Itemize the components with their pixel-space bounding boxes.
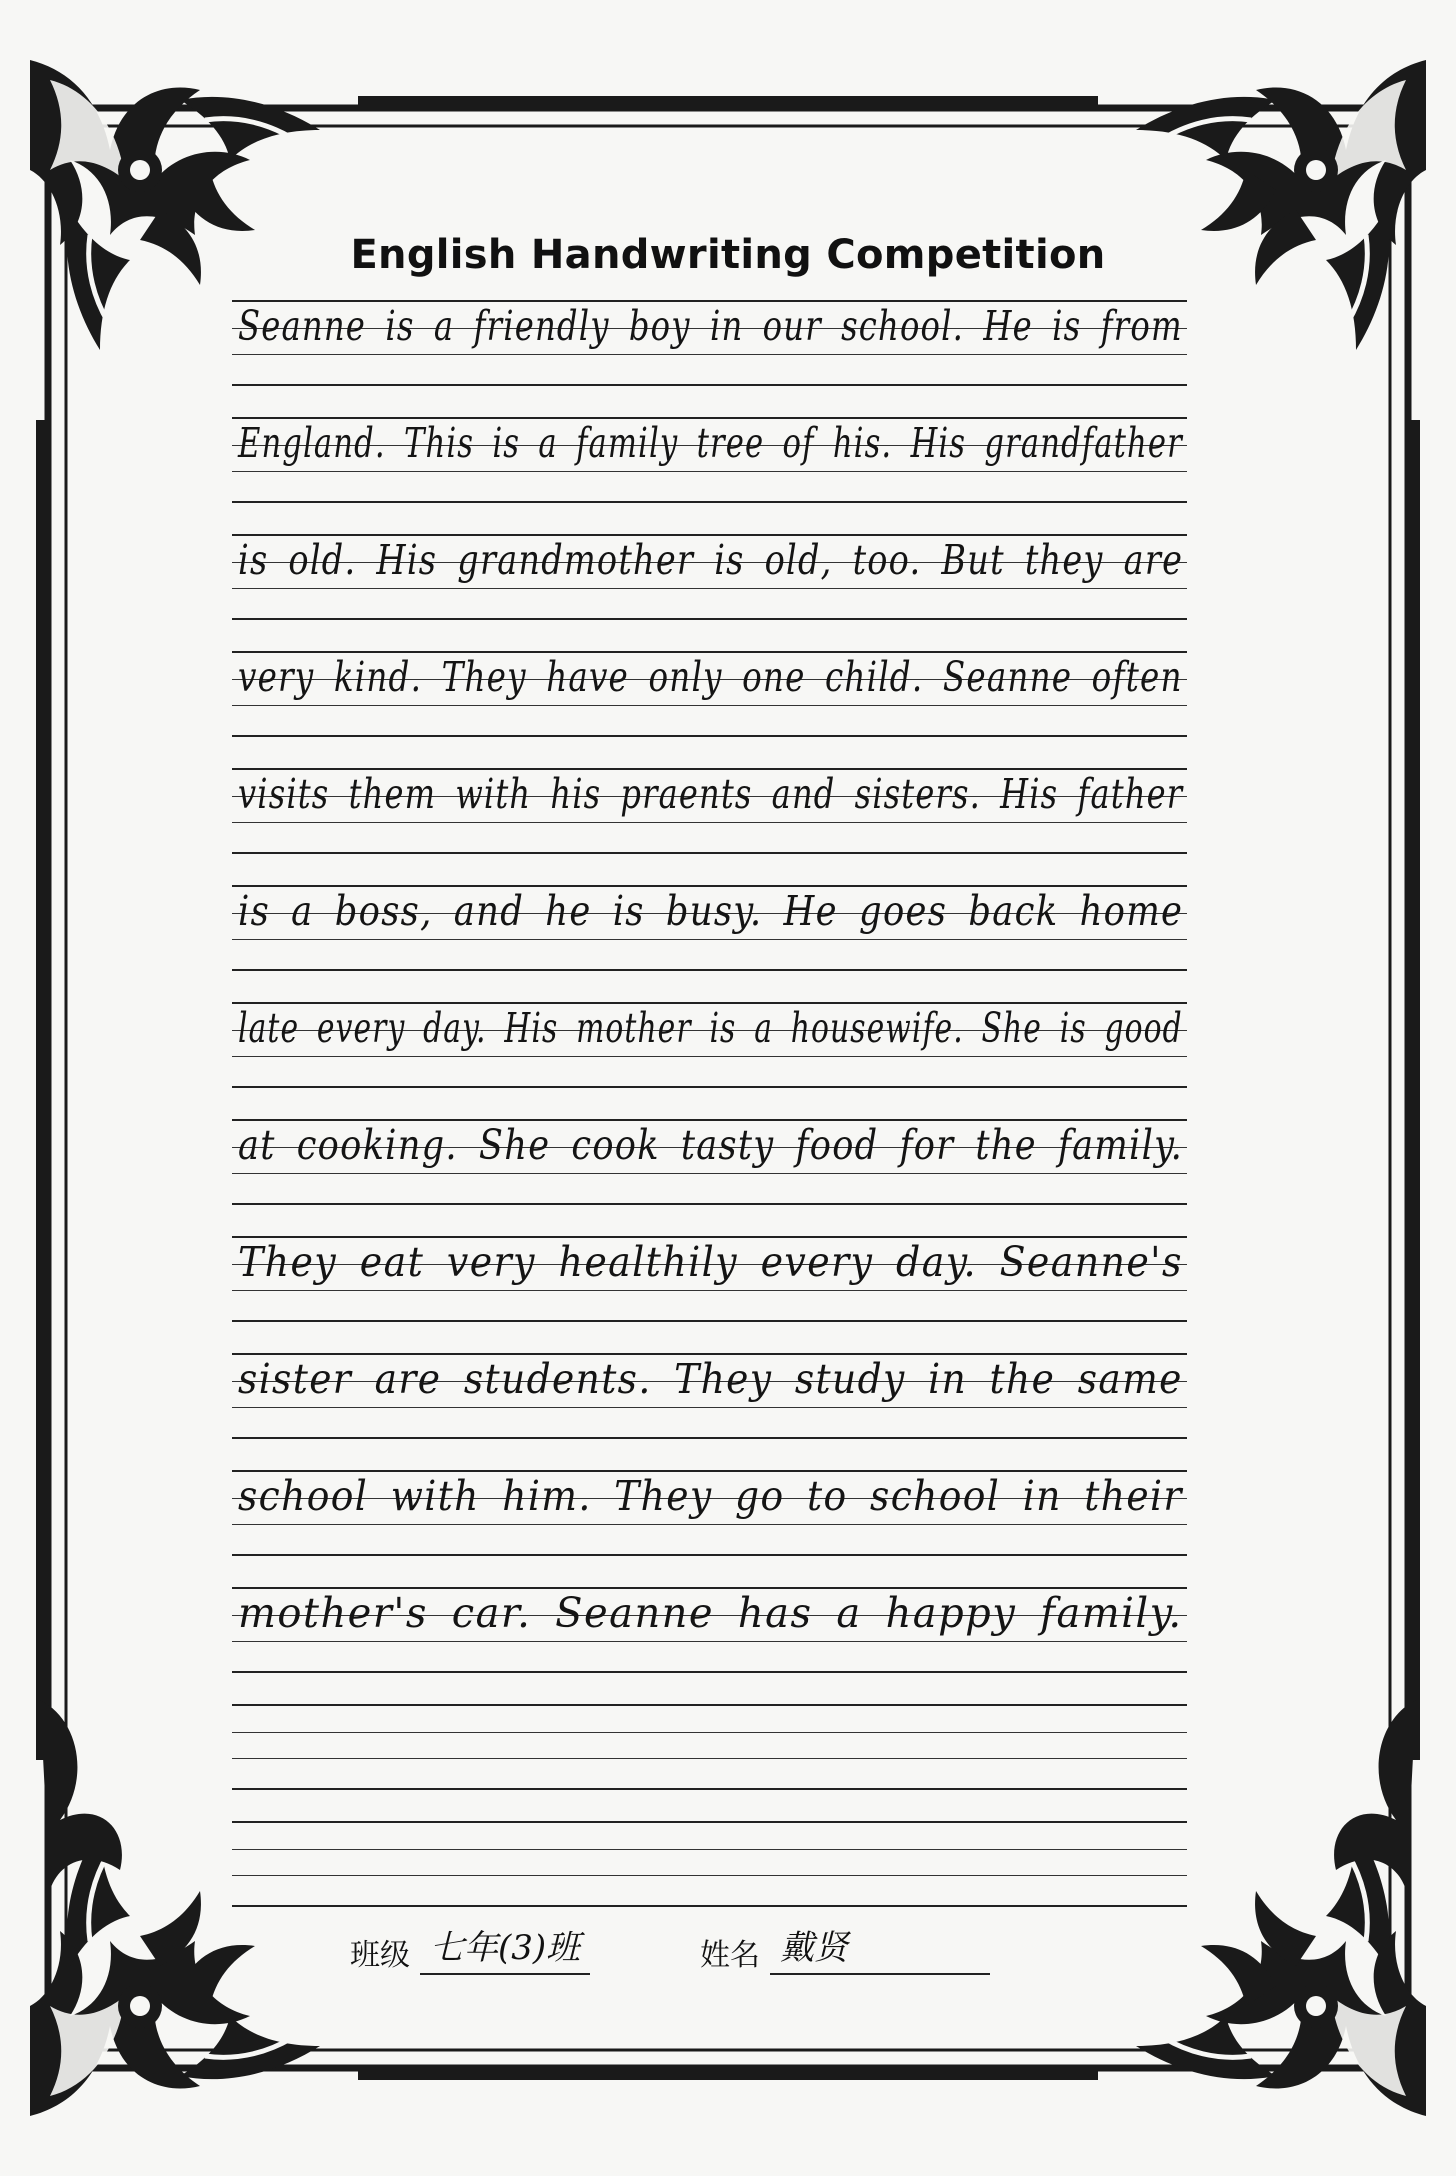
ruled-line (232, 651, 1187, 737)
name-label: 姓名 (700, 1938, 760, 1973)
handwritten-line: is a boss, and he is busy. He goes back home (238, 887, 1184, 935)
name-value: 戴贤 (770, 1920, 990, 1975)
ruled-line (232, 1821, 1187, 1907)
ruled-line (232, 1587, 1187, 1673)
handwritten-line: is old. His grandmother is old, too. But they are (238, 536, 1184, 584)
class-value: 七年(3)班 (420, 1920, 590, 1975)
handwritten-line: school with him. They go to school in their (238, 1472, 1183, 1520)
ruled-line (232, 1119, 1187, 1205)
footer-fields (350, 1900, 1150, 1980)
handwritten-line: They eat very healthily every day. Seanne's (238, 1238, 1183, 1286)
handwritten-line: very kind. They have only one child. Seanne often (238, 653, 1183, 701)
ruled-line (232, 768, 1187, 854)
ruled-line (232, 1002, 1187, 1088)
handwritten-line: late every day. His mother is a housewife. She is good (238, 1004, 1183, 1052)
handwritten-line: sister are students. They study in the same (238, 1355, 1183, 1403)
handwritten-line: at cooking. She cook tasty food for the family. (238, 1121, 1184, 1169)
ruled-line (232, 534, 1187, 620)
ruled-line (232, 1704, 1187, 1790)
ruled-line (232, 885, 1187, 971)
handwritten-line: England. This is a family tree of his. His grandfather (238, 419, 1183, 467)
class-label: 班级 (350, 1938, 410, 1973)
ruled-line (232, 1470, 1187, 1556)
ruled-line (232, 300, 1187, 386)
ruled-line (232, 1236, 1187, 1322)
handwritten-line: visits them with his praents and sisters. His father (238, 770, 1184, 818)
page-title: English Handwriting Competition (350, 232, 1106, 278)
handwritten-line: mother's car. Seanne has a happy family. (238, 1589, 1183, 1637)
ruled-line (232, 1353, 1187, 1439)
handwritten-line: Seanne is a friendly boy in our school. He is from (238, 302, 1183, 350)
ruled-line (232, 417, 1187, 503)
